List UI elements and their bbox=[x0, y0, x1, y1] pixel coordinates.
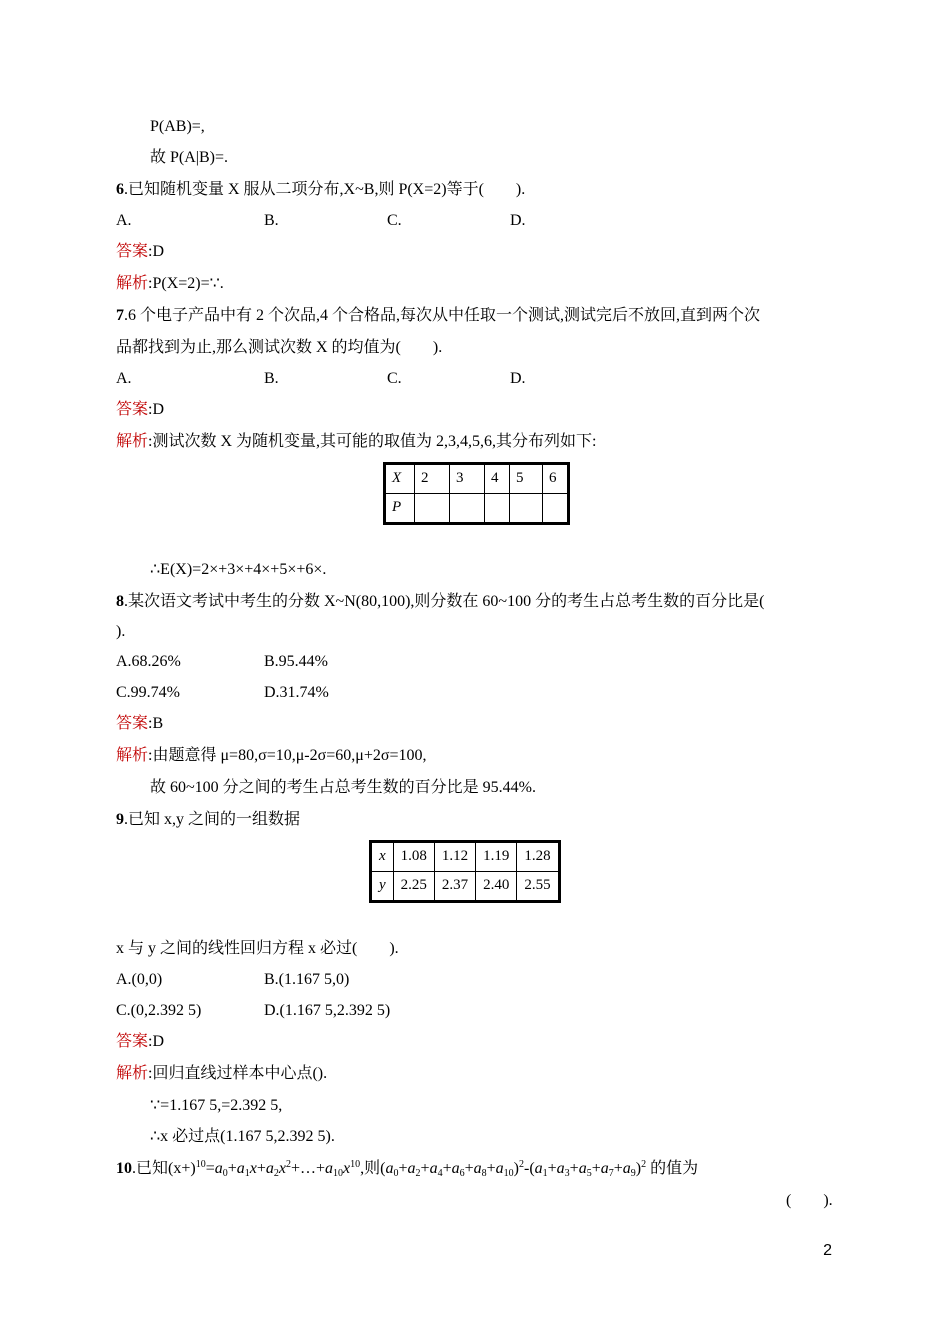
table-cell: 3 bbox=[450, 464, 485, 494]
option-c: C.(0,2.392 5) bbox=[116, 1002, 202, 1019]
analysis-label: 解析 bbox=[116, 433, 149, 450]
analysis-line bbox=[116, 746, 427, 766]
option-c: C. bbox=[387, 212, 402, 229]
question-10 bbox=[116, 1159, 698, 1179]
table-cell: 1.28 bbox=[517, 842, 559, 872]
analysis-text: :回归直线过样本中心点(). bbox=[148, 1065, 328, 1082]
option-c: C.99.74% bbox=[116, 684, 180, 701]
answer-value: :D bbox=[148, 243, 165, 260]
regression-data-table bbox=[369, 840, 561, 903]
text-line bbox=[150, 117, 205, 137]
table-cell: y bbox=[371, 872, 394, 902]
analysis-line bbox=[116, 432, 596, 452]
option-a: A.(0,0) bbox=[116, 971, 163, 988]
table-cell bbox=[450, 494, 485, 524]
formula-conditional: 故 P(A|B)=. bbox=[150, 149, 229, 166]
answer-value: :B bbox=[148, 715, 164, 732]
table-cell bbox=[543, 494, 569, 524]
question-number: 10 bbox=[116, 1160, 132, 1177]
question-8 bbox=[116, 592, 764, 612]
table-cell: X bbox=[385, 464, 415, 494]
option-d: D. bbox=[510, 370, 526, 387]
analysis-cont: ∵=1.167 5,=2.392 5, bbox=[150, 1097, 283, 1114]
question-number: 9 bbox=[116, 811, 124, 828]
analysis-label: 解析 bbox=[116, 1065, 149, 1082]
table-cell bbox=[485, 494, 510, 524]
analysis-text: :P(X=2)=∵. bbox=[148, 275, 224, 292]
answer-line bbox=[116, 1032, 164, 1052]
analysis-line bbox=[116, 1064, 327, 1084]
table-cell: 2.25 bbox=[393, 872, 434, 902]
table-cell: 4 bbox=[485, 464, 510, 494]
answer-value: :D bbox=[148, 401, 165, 418]
option-c: C. bbox=[387, 370, 402, 387]
answer-label: 答案 bbox=[116, 243, 149, 260]
table-row bbox=[385, 464, 569, 494]
table-cell: 2.55 bbox=[517, 872, 559, 902]
answer-line bbox=[116, 400, 164, 420]
table-cell bbox=[415, 494, 450, 524]
question-10-blank: ( ). bbox=[786, 1192, 833, 1209]
question-text: .已知 x,y 之间的一组数据 bbox=[124, 811, 301, 828]
table-row bbox=[371, 842, 560, 872]
option-a: A. bbox=[116, 212, 132, 229]
option-b: B. bbox=[264, 212, 279, 229]
option-b: B.(1.167 5,0) bbox=[264, 971, 350, 988]
question-7 bbox=[116, 306, 760, 326]
answer-label: 答案 bbox=[116, 715, 149, 732]
table-row bbox=[385, 494, 569, 524]
table-cell: 1.12 bbox=[434, 842, 475, 872]
option-a: A.68.26% bbox=[116, 653, 181, 670]
table-cell: 5 bbox=[510, 464, 543, 494]
analysis-label: 解析 bbox=[116, 747, 149, 764]
expansion-formula: $=a_0+a_1x+a_2x^2+\dots+a_{10}x^{10}$,则$(a_0+a_2+a_4+a_6+a_8+a_{10})^2-(a_1+a_3+a_5+a_7+a_9)^2$ 的值为 bbox=[205, 1159, 699, 1179]
analysis-cont: ∴x 必过点(1.167 5,2.392 5). bbox=[150, 1128, 335, 1145]
table-cell: 2.40 bbox=[476, 872, 517, 902]
question-7-cont: 品都找到为止,那么测试次数 X 的均值为( ). bbox=[116, 339, 443, 356]
question-8-cont: ). bbox=[116, 623, 126, 640]
question-text: .某次语文考试中考生的分数 X~N(80,100),则分数在 60~100 分的考生占总考生数的百分比是( bbox=[124, 593, 765, 610]
question-9 bbox=[116, 810, 300, 830]
table-cell bbox=[510, 494, 543, 524]
distribution-table bbox=[383, 462, 570, 525]
table-row bbox=[371, 872, 560, 902]
option-d: D.31.74% bbox=[264, 684, 329, 701]
answer-label: 答案 bbox=[116, 1033, 149, 1050]
table-cell: 2 bbox=[415, 464, 450, 494]
option-b: B.95.44% bbox=[264, 653, 328, 670]
table-cell: x bbox=[371, 842, 394, 872]
analysis-text: :由题意得 μ=80,σ=10,μ-2σ=60,μ+2σ=100, bbox=[148, 747, 427, 764]
question-9-cont: x 与 y 之间的线性回归方程 x 必过( ). bbox=[116, 940, 399, 957]
table-cell: 1.19 bbox=[476, 842, 517, 872]
answer-line bbox=[116, 242, 164, 262]
analysis-cont: 故 60~100 分之间的考生占总考生数的百分比是 95.44%. bbox=[150, 779, 536, 796]
analysis-label: 解析 bbox=[116, 275, 149, 292]
analysis-text: :测试次数 X 为随机变量,其可能的取值为 2,3,4,5,6,其分布列如下: bbox=[148, 433, 597, 450]
page-number: 2 bbox=[823, 1242, 832, 1259]
expectation-line: ∴E(X)=2×+3×+4×+5×+6×. bbox=[150, 561, 327, 578]
question-text: .已知随机变量 X 服从二项分布,X~B,则 P(X=2)等于( ). bbox=[124, 181, 526, 198]
analysis-line bbox=[116, 274, 224, 294]
option-b: B. bbox=[264, 370, 279, 387]
option-a: A. bbox=[116, 370, 132, 387]
option-d: D.(1.167 5,2.392 5) bbox=[264, 1002, 391, 1019]
exponent: 10 bbox=[195, 1159, 206, 1170]
answer-label: 答案 bbox=[116, 401, 149, 418]
answer-value: :D bbox=[148, 1033, 165, 1050]
text-line bbox=[150, 148, 228, 168]
question-6 bbox=[116, 180, 525, 200]
answer-line bbox=[116, 714, 163, 734]
option-d: D. bbox=[510, 212, 526, 229]
formula-pab: P(AB)=, bbox=[150, 118, 205, 135]
question-text: .已知(x+) bbox=[132, 1160, 196, 1177]
table-cell: 6 bbox=[543, 464, 569, 494]
table-cell: P bbox=[385, 494, 415, 524]
table-cell: 1.08 bbox=[393, 842, 434, 872]
question-text: .6 个电子产品中有 2 个次品,4 个合格品,每次从中任取一个测试,测试完后不放回,直到两个次 bbox=[124, 307, 761, 324]
table-cell: 2.37 bbox=[434, 872, 475, 902]
question-number: 7 bbox=[116, 307, 124, 324]
question-number: 8 bbox=[116, 593, 124, 610]
question-number: 6 bbox=[116, 181, 124, 198]
